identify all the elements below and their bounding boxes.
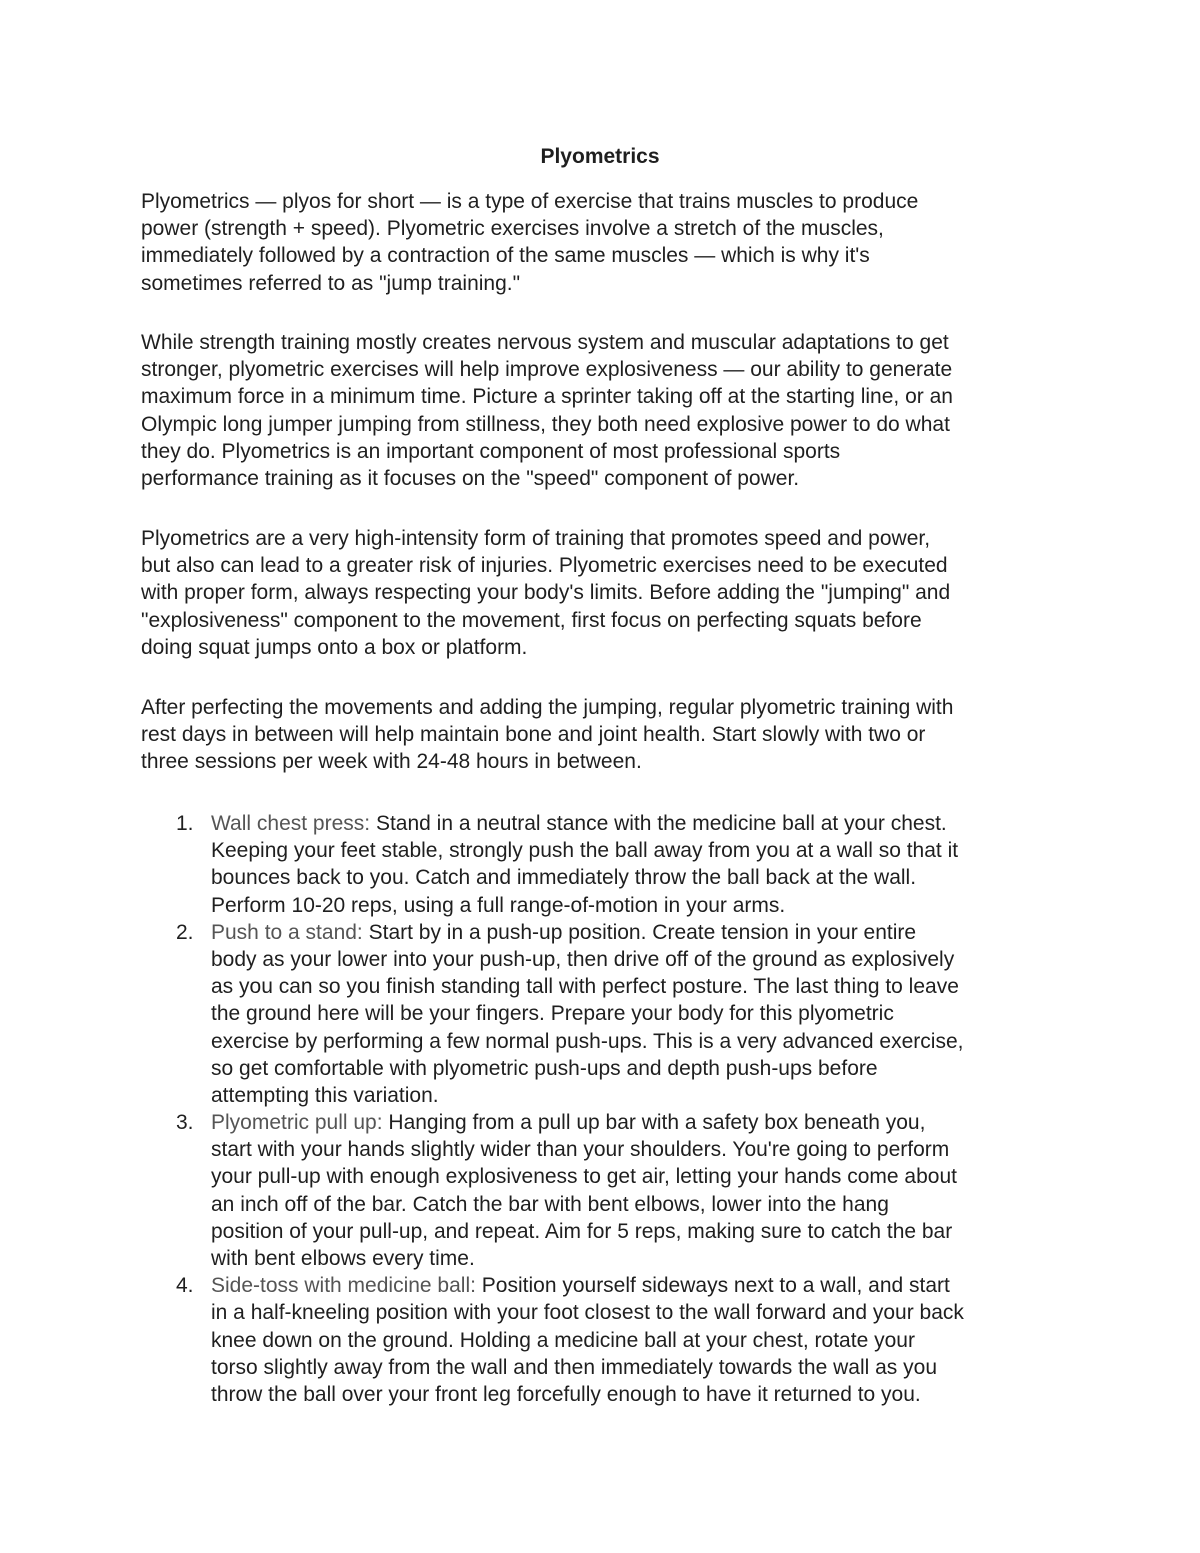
text-line	[211, 919, 1071, 946]
exercise-item-push-to-stand	[141, 919, 1071, 1109]
list-number: 2.	[176, 920, 194, 944]
text-line: the ground here will be your fingers. Prepare your body for this plyometric	[211, 1002, 894, 1026]
paragraph-risks	[141, 525, 1071, 661]
exercise-lead: Side-toss with medicine ball:	[211, 1274, 476, 1298]
text-line: throw the ball over your front leg forcefully enough to have it returned to you.	[211, 1382, 921, 1406]
text-line: maximum force in a minimum time. Picture a sprinter taking off at the starting line, or an	[141, 385, 953, 409]
list-number: 3.	[176, 1111, 194, 1135]
exercise-item-wall-chest-press	[141, 810, 1071, 919]
exercise-lead: Push to a stand:	[211, 920, 363, 944]
text-line: stronger, plyometric exercises will help improve explosiveness — our ability to generate	[141, 358, 953, 382]
exercise-text: Hanging from a pull up bar with a safety box beneath you,	[382, 1111, 926, 1135]
text-line: Plyometrics are a very high-intensity form of training that promotes speed and power,	[141, 527, 931, 550]
text-line: torso slightly away from the wall and then immediately towards the wall as you	[211, 1355, 937, 1379]
text-line: Perform 10-20 reps, using a full range-of-motion in your arms.	[211, 893, 786, 917]
text-line	[211, 810, 1071, 837]
text-line: attempting this variation.	[211, 1083, 439, 1107]
text-line: power (strength + speed). Plyometric exercises involve a stretch of the muscles,	[141, 217, 884, 241]
text-line: but also can lead to a greater risk of injuries. Plyometric exercises need to be executed	[141, 554, 948, 578]
exercise-item-plyometric-pull-up	[141, 1109, 1071, 1272]
text-line: with proper form, always respecting your body's limits. Before adding the "jumping" and	[141, 581, 951, 605]
text-line: they do. Plyometrics is an important component of most professional sports	[141, 439, 841, 463]
text-line: exercise by performing a few normal push-ups. This is a very advanced exercise,	[211, 1029, 964, 1053]
exercise-text: Start by in a push-up position. Create tension in your entire	[362, 920, 917, 944]
text-line: start with your hands slightly wider than your shoulders. You're going to perform	[211, 1138, 950, 1162]
text-line: so get comfortable with plyometric push-ups and depth push-ups before	[211, 1056, 878, 1080]
text-line: doing squat jumps onto a box or platform.	[141, 635, 528, 659]
text-line: position of your pull-up, and repeat. Aim for 5 reps, making sure to catch the bar	[211, 1219, 953, 1243]
paragraph-strength-vs-plyo	[141, 329, 1071, 492]
text-line: Plyometrics — plyos for short — is a type of exercise that trains muscles to produce	[141, 190, 919, 213]
text-line: knee down on the ground. Holding a medicine ball at your chest, rotate your	[211, 1328, 915, 1352]
text-line: immediately followed by a contraction of the same muscles — which is why it's	[141, 244, 870, 268]
text-line: Olympic long jumper jumping from stillness, they both need explosive power to do what	[141, 412, 950, 436]
text-line: After perfecting the movements and adding the jumping, regular plyometric training with	[141, 696, 954, 719]
text-line: performance training as it focuses on the "speed" component of power.	[141, 466, 800, 490]
text-line: body as your lower into your push-up, then drive off of the ground as explosively	[211, 947, 955, 971]
text-line: rest days in between will help maintain bone and joint health. Start slowly with two or	[141, 723, 926, 747]
text-line: as you can so you finish standing tall with perfect posture. The last thing to leave	[211, 975, 959, 999]
exercise-text: Position yourself sideways next to a wall, and start	[475, 1274, 950, 1298]
text-line: in a half-kneeling position with your foot closest to the wall forward and your back	[211, 1301, 964, 1325]
exercise-text: Stand in a neutral stance with the medicine ball at your chest.	[370, 812, 947, 835]
paragraph-intro	[141, 188, 1071, 297]
list-number: 1.	[176, 812, 194, 835]
text-line: with bent elbows every time.	[211, 1247, 475, 1270]
list-number: 4.	[176, 1274, 194, 1298]
text-line: your pull-up with enough explosiveness to get air, letting your hands come about	[211, 1165, 957, 1189]
text-line: three sessions per week with 24-48 hours in between.	[141, 750, 642, 774]
text-line: sometimes referred to as "jump training."	[141, 271, 521, 295]
text-line: While strength training mostly creates nervous system and muscular adaptations to get	[141, 331, 949, 354]
exercise-lead: Wall chest press:	[211, 812, 371, 835]
text-line: "explosiveness" component to the movement, first focus on perfecting squats before	[141, 608, 922, 632]
text-line: an inch off of the bar. Catch the bar with bent elbows, lower into the hang	[211, 1192, 889, 1216]
text-line: Keeping your feet stable, strongly push the ball away from you at a wall so that it	[211, 839, 959, 863]
text-line: bounces back to you. Catch and immediately throw the ball back at the wall.	[211, 866, 917, 890]
exercise-item-side-toss	[141, 1272, 1071, 1408]
exercise-lead: Plyometric pull up:	[211, 1111, 383, 1135]
text-line	[211, 1109, 1071, 1136]
exercise-list	[141, 810, 1071, 1408]
document-title: Plyometrics	[540, 145, 660, 168]
text-line	[211, 1272, 1071, 1299]
paragraph-schedule	[141, 694, 1071, 776]
